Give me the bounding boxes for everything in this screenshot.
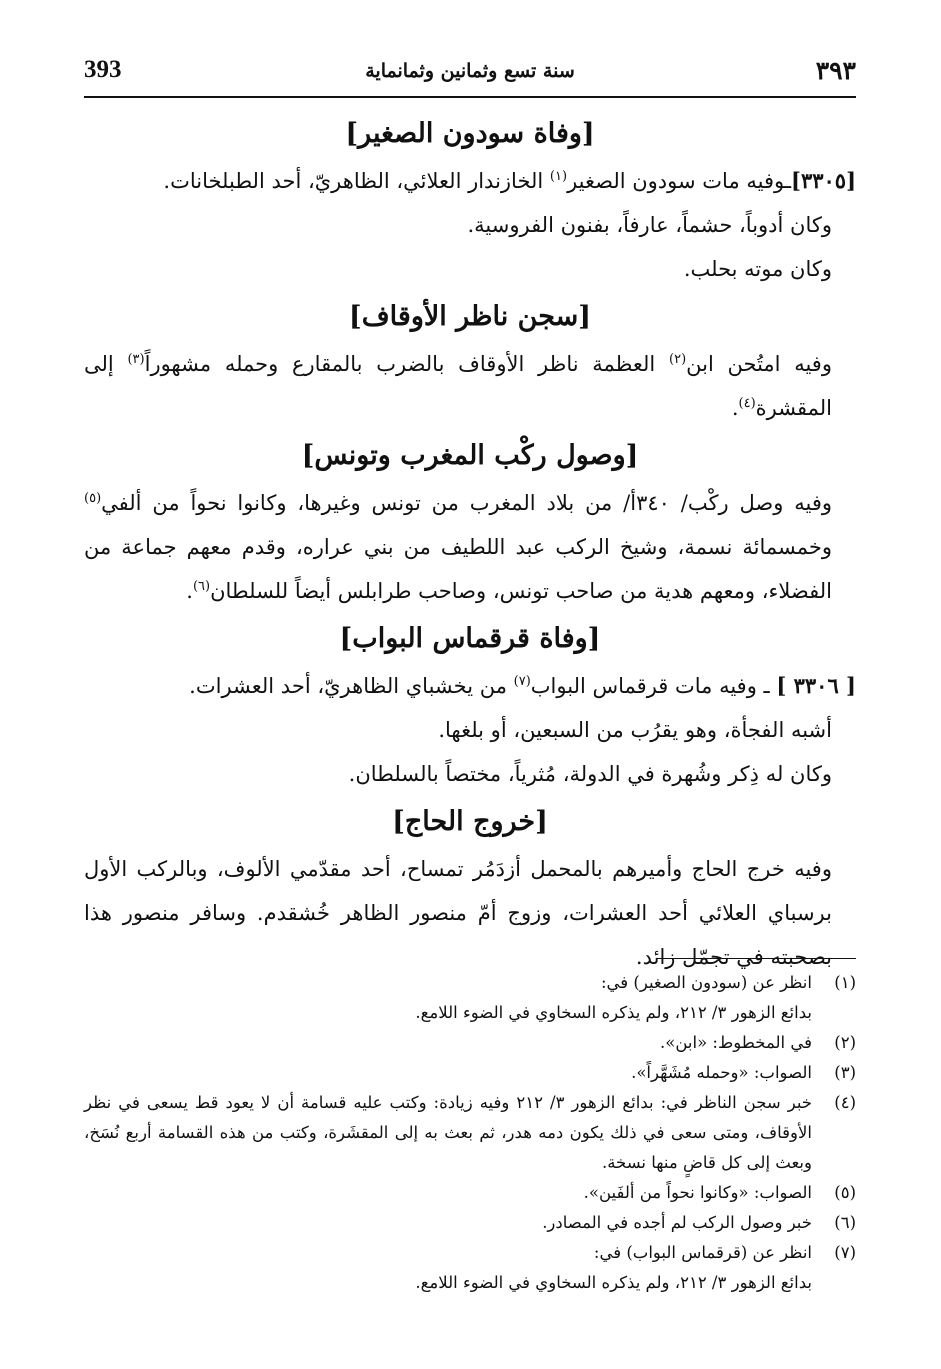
section-title: [خروج الحاج] [392,806,548,837]
text-run: وخمسمائة نسمة، وشيخ الركب عبد اللطيف من بني عراره، وقدم معهم جماعة من الفضلاء، ومعهم هدية من صاحب تونس، وصاحب طرابلس أيضاً للسلطان [84,535,832,603]
paragraph [84,664,856,708]
paragraph [84,159,856,203]
paragraph: وكان أدوباً، حشماً، عارفاً، بفنون الفروسية. [467,213,832,237]
footnote-ref: (٧) [513,674,531,689]
footnote [84,968,856,998]
section-title: [سجن ناظر الأوقاف] [348,301,592,332]
footnote-number: (٢) [834,1033,856,1052]
entry-number: [٣٣٠٥] [791,168,856,193]
text-run: وفيه امتُحن ابن [686,352,832,376]
footnote-continuation: بدائع الزهور ٣/ ٢١٢، ولم يذكره السخاوي في الضوء اللامع. [415,1003,812,1022]
footnote [84,1088,856,1178]
footnote-text: الصواب: «وكانوا نحواً من ألفَين». [583,1183,812,1202]
footnote-number: (٧) [834,1243,856,1262]
running-title: سنة تسع وثمانين وثمانماية [365,60,575,82]
footnote-ref: (١) [549,169,568,184]
footnotes [84,968,856,1298]
footnote-text: الصواب: «وحمله مُشَهَّراً». [631,1063,812,1082]
text-run: الخازندار العلائي، الظاهريّ، أحد الطبلخانات. [163,169,550,193]
footnote [84,1178,856,1208]
paragraph [84,342,856,430]
footnote-continuation: بدائع الزهور ٣/ ٢١٢، ولم يذكره السخاوي في الضوء اللامع. [415,1273,812,1292]
text-run: ـوفيه مات سودون الصغير [567,169,791,193]
footnote-text: انظر عن (سودون الصغير) في: [600,973,812,992]
text-run: إلى المقشرة [84,352,832,420]
footnote-number: (١) [834,973,856,992]
paragraph: أشبه الفجأة، وهو يقرُب من السبعين، أو بلغها. [438,718,832,742]
footnote-number: (٥) [834,1183,856,1202]
footnote-divider [656,958,856,959]
text-run: وفيه وصل ركْب/ ٣٤٠أ/ من بلاد المغرب من تونس وغيرها، وكانوا نحواً من ألفي [101,491,832,515]
page-number-arabic: ٣٩٣ [815,56,856,85]
paragraph [84,481,856,613]
footnote-text: خبر وصول الركب لم أجده في المصادر. [542,1213,812,1232]
footnote-ref: (٥) [84,491,102,506]
footnote-ref: (٤) [738,396,756,411]
entry-number: [ ٣٣٠٦ ] [776,673,856,698]
footnote-ref: (٦) [192,579,211,594]
paragraph: وفيه خرج الحاج وأميرهم بالمحمل أزدَمُر تمساح، أحد مقدّمي الألوف، وبالركب الأول برسباي العلائي أحد العشرات، وزوج أمّ منصور الظاهر خُشقدم. وسافر منصور هذا بصحبته في تجمّل زائد. [84,857,832,969]
footnote-text: خبر سجن الناظر في: بدائع الزهور ٣/ ٢١٢ وفيه زيادة: وكتب عليه قسامة أن لا يعود قط يسعى في نظر الأوقاف، ومتى سعى في ذلك يكون دمه هدر، ثم بعث به إلى المقشَرة، وكتب من هذه القسامة أربع نُسَخ، وبعث إلى كل قاضٍ منها نسخة. [84,1093,812,1172]
text-run: . [731,396,739,420]
section-title: [وصول ركْب المغرب وتونس] [301,440,639,471]
footnote-number: (٦) [834,1213,856,1232]
section-title: [وفاة قرقماس البواب] [339,623,601,654]
footnote [84,1238,856,1268]
text-run: من يخشباي الظاهريّ، أحد العشرات. [189,674,514,698]
text-run: . [186,579,193,603]
text-run: العظمة ناظر الأوقاف بالضرب بالمقارع وحمله مشهوراً [144,352,669,376]
section-title: [وفاة سودون الصغير] [345,118,595,149]
page-number-latin: 393 [84,56,122,83]
footnote-ref: (٣) [127,352,145,367]
text-run: ـ وفيه مات قرقماس البواب [530,674,777,698]
footnote-text: انظر عن (قرقماس البواب) في: [593,1243,812,1262]
paragraph: وكان له ذِكر وشُهرة في الدولة، مُثرياً، مختصاً بالسلطان. [348,762,832,786]
footnote-text: في المخطوط: «ابن». [660,1033,812,1052]
main-text [84,108,856,979]
paragraph: وكان موته بحلب. [683,257,832,281]
footnote-number: (٣) [834,1063,856,1082]
footnote [84,1028,856,1058]
footnote [84,1208,856,1238]
footnote-ref: (٢) [669,352,687,367]
page-header [84,52,856,98]
footnote [84,1058,856,1088]
footnote-number: (٤) [834,1093,856,1112]
